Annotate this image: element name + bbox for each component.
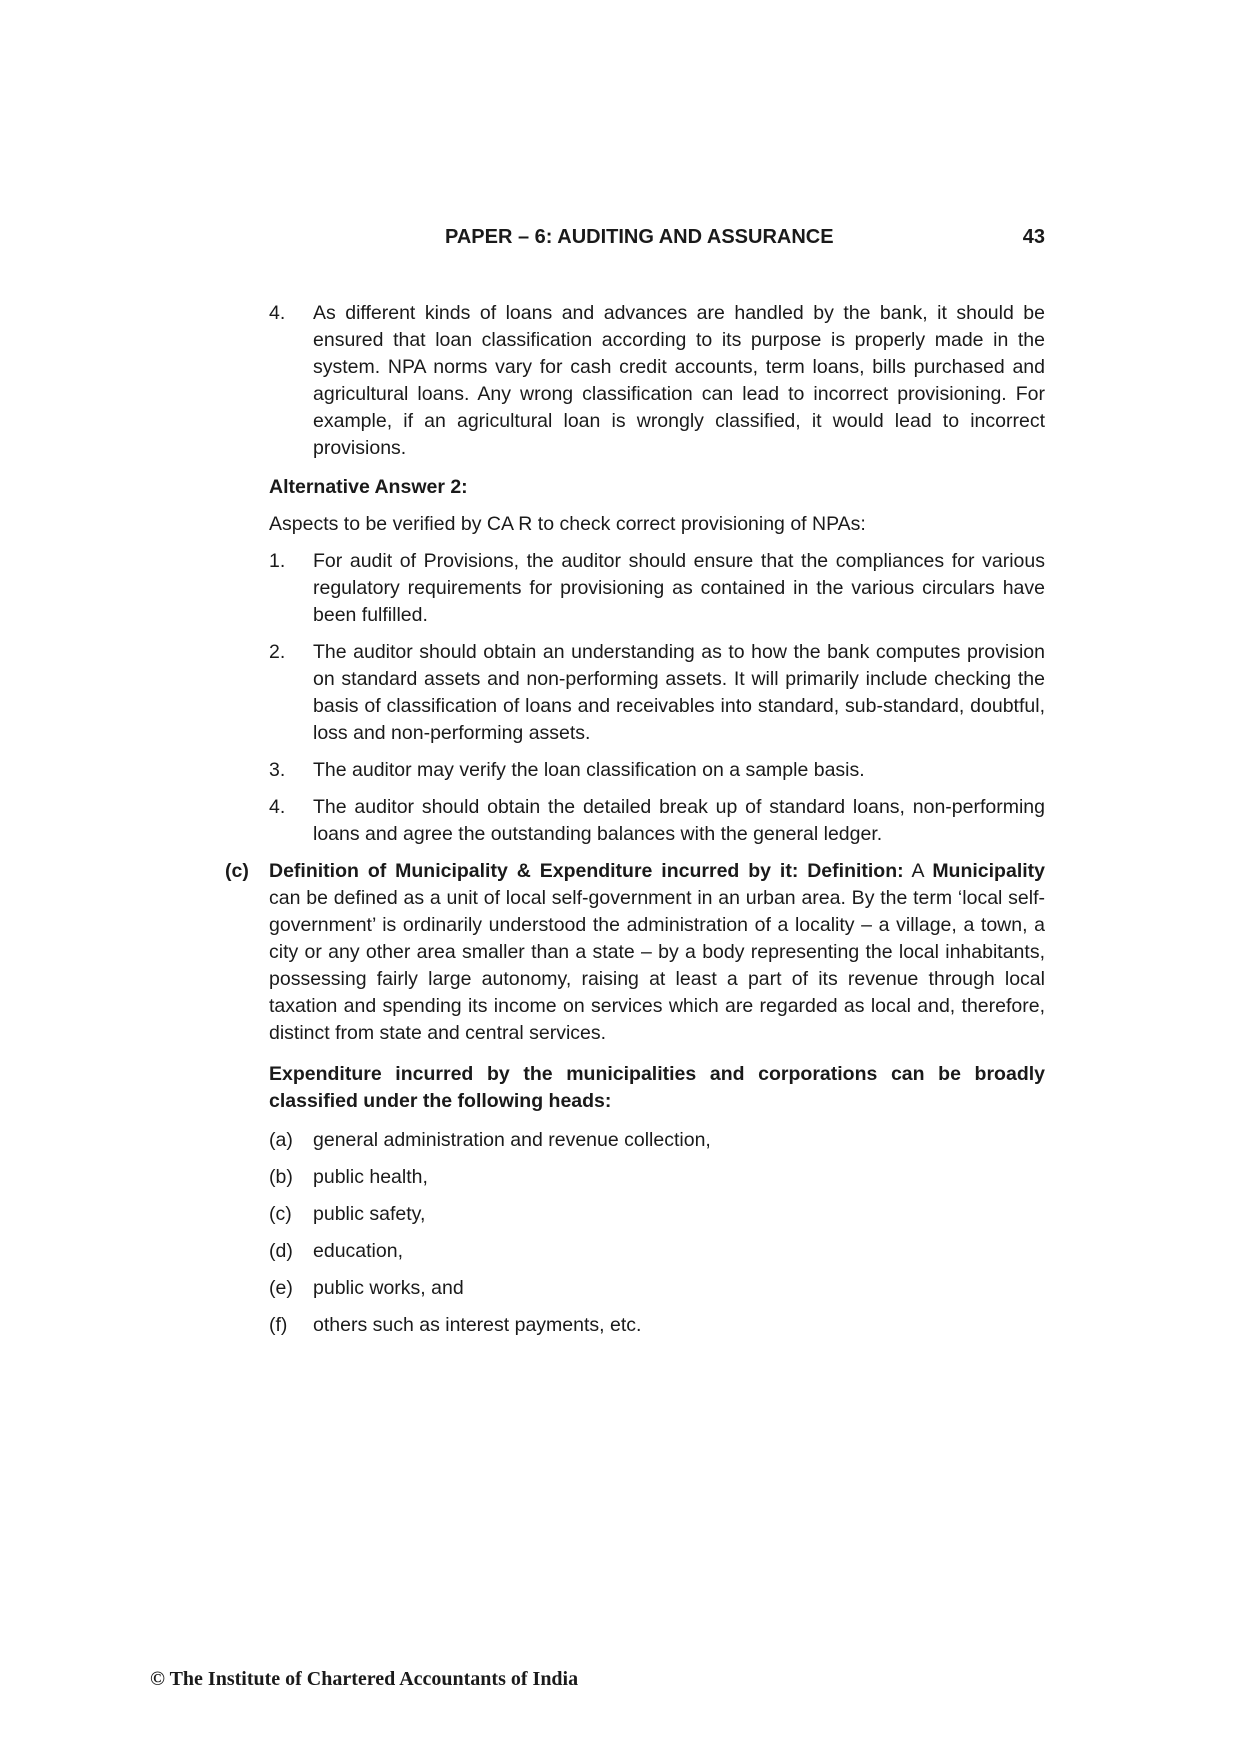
alternative-answer-heading: Alternative Answer 2: bbox=[269, 476, 468, 498]
list-item bbox=[225, 1201, 1045, 1228]
list-item bbox=[225, 757, 1045, 784]
definition-text-lead: A bbox=[903, 860, 933, 882]
list-item-text: The auditor should obtain the detailed break up of standard loans, non-performing loans and agree the outstanding balances with the general ledger. bbox=[313, 796, 1045, 845]
list-item-number: 3. bbox=[269, 759, 286, 781]
definition-text: can be defined as a unit of local self-government in an urban area. By the term ‘local self-government’ is ordinarily understood the administration of a locality – a village, a town, a city or any other area smaller than a state – by a body representing the local inhabitants, possessing fairly large autonomy, raising at least a part of its revenue through local taxation and spending its income on services which are regarded as local and, therefore, distinct from state and central services. bbox=[269, 887, 1045, 1044]
list-item bbox=[225, 300, 1045, 462]
list-item-text: As different kinds of loans and advances are handled by the bank, it should be ensured that loan classification according to its purpose is properly made in the system. NPA norms vary for cash credit accounts, term loans, bills purchased and agricultural loans. Any wrong classification can lead to incorrect provisioning. For example, if an agricultural loan is wrongly classified, it would lead to incorrect provisions. bbox=[313, 302, 1045, 459]
section-heading: Definition of Municipality & Expenditure incurred by it: Definition: bbox=[269, 860, 904, 882]
list-item bbox=[225, 639, 1045, 747]
list-item bbox=[225, 1275, 1045, 1302]
page-content bbox=[225, 300, 1045, 1349]
list-item-text: The auditor may verify the loan classification on a sample basis. bbox=[313, 759, 865, 781]
list-item-number: 4. bbox=[269, 302, 286, 324]
expenditure-heading: Expenditure incurred by the municipalities and corporations can be broadly classified under the following heads: bbox=[269, 1063, 1045, 1112]
list-item-text: public health, bbox=[313, 1166, 428, 1188]
list-item bbox=[225, 1164, 1045, 1191]
page-number: 43 bbox=[1022, 226, 1045, 248]
alternative-answer-intro: Aspects to be verified by CA R to check correct provisioning of NPAs: bbox=[269, 513, 866, 535]
list-item-number: (a) bbox=[269, 1129, 293, 1151]
list-item-text: The auditor should obtain an understanding as to how the bank computes provision on standard assets and non-performing assets. It will primarily include checking the basis of classification of loans and receivables into standard, sub-standard, doubtful, loss and non-performing assets. bbox=[313, 641, 1045, 744]
list-item bbox=[225, 548, 1045, 629]
section-c-definition bbox=[225, 858, 1045, 1047]
section-label: (c) bbox=[225, 860, 249, 882]
list-item-text: education, bbox=[313, 1240, 403, 1262]
list-item-number: (e) bbox=[269, 1277, 293, 1299]
paper-title: PAPER – 6: AUDITING AND ASSURANCE bbox=[445, 226, 834, 248]
list-item-number: (d) bbox=[269, 1240, 293, 1262]
list-item-number: (c) bbox=[269, 1203, 292, 1225]
list-item-text: public works, and bbox=[313, 1277, 464, 1299]
list-item bbox=[225, 1312, 1045, 1339]
list-item-number: 2. bbox=[269, 641, 286, 663]
list-item bbox=[225, 1127, 1045, 1154]
list-item-text: For audit of Provisions, the auditor should ensure that the compliances for various regulatory requirements for provisioning as contained in the various circulars have been fulfilled. bbox=[313, 550, 1045, 626]
copyright-footer: © The Institute of Chartered Accountants of India bbox=[150, 1668, 579, 1690]
list-item-text: others such as interest payments, etc. bbox=[313, 1314, 642, 1336]
list-item bbox=[225, 1238, 1045, 1265]
list-item-number: (f) bbox=[269, 1314, 288, 1336]
definition-term: Municipality bbox=[932, 860, 1045, 882]
list-item-number: (b) bbox=[269, 1166, 293, 1188]
list-item-text: public safety, bbox=[313, 1203, 426, 1225]
list-item-number: 1. bbox=[269, 550, 286, 572]
list-item bbox=[225, 794, 1045, 848]
list-item-number: 4. bbox=[269, 796, 286, 818]
list-item-text: general administration and revenue collection, bbox=[313, 1129, 711, 1151]
